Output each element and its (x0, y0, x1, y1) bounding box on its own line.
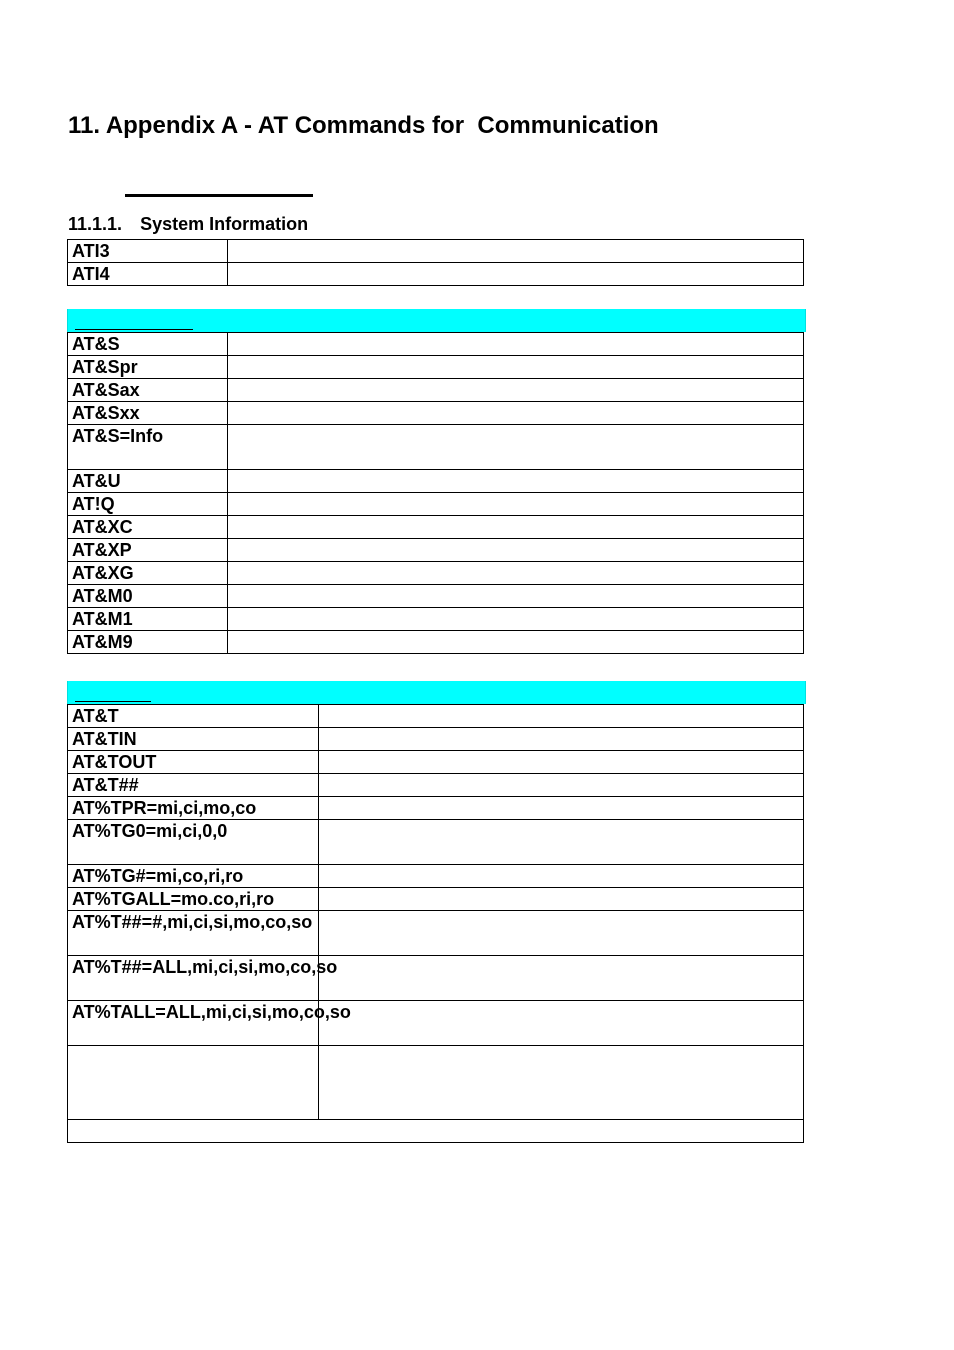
description-cell (228, 333, 804, 356)
description-cell (319, 751, 804, 774)
table-row (68, 402, 804, 425)
description-cell (228, 470, 804, 493)
section-heading (68, 214, 308, 235)
band-underline (75, 701, 151, 702)
description-cell (319, 1001, 804, 1046)
command-cell: AT&S=Info (68, 425, 228, 470)
table-row (68, 865, 804, 888)
command-cell: AT%T##=ALL,mi,ci,si,mo,co,so (68, 956, 319, 1001)
command-cell: AT&TIN (68, 728, 319, 751)
command-cell: AT&M1 (68, 608, 228, 631)
description-cell (319, 705, 804, 728)
table-row (68, 888, 804, 911)
table-row (68, 240, 804, 263)
command-cell (68, 1046, 319, 1120)
command-cell: AT&XC (68, 516, 228, 539)
test-commands-table (67, 704, 804, 1143)
command-cell: AT!Q (68, 493, 228, 516)
table-row (68, 470, 804, 493)
command-cell: AT&XP (68, 539, 228, 562)
command-cell: AT&M0 (68, 585, 228, 608)
description-cell (228, 425, 804, 470)
command-cell: AT&S (68, 333, 228, 356)
table-row (68, 562, 804, 585)
description-cell (319, 865, 804, 888)
description-cell (228, 493, 804, 516)
system-info-table (67, 239, 804, 286)
description-cell (319, 774, 804, 797)
description-cell (319, 728, 804, 751)
description-cell (319, 911, 804, 956)
table-row (68, 516, 804, 539)
description-cell (228, 585, 804, 608)
description-cell (228, 263, 804, 286)
table-row (68, 728, 804, 751)
command-cell: AT&TOUT (68, 751, 319, 774)
description-cell (228, 608, 804, 631)
description-cell (228, 356, 804, 379)
description-cell (228, 562, 804, 585)
table-row (68, 631, 804, 654)
table-row (68, 608, 804, 631)
table-row (68, 751, 804, 774)
command-cell: AT%T##=#,mi,ci,si,mo,co,so (68, 911, 319, 956)
command-cell: ATI3 (68, 240, 228, 263)
command-cell: AT&Spr (68, 356, 228, 379)
description-cell (319, 888, 804, 911)
command-cell: ATI4 (68, 263, 228, 286)
table-row (68, 1120, 804, 1143)
heading-underline (125, 194, 313, 197)
test-header-band (67, 681, 806, 704)
description-cell (319, 1046, 804, 1120)
description-cell (228, 631, 804, 654)
table-row (68, 379, 804, 402)
description-cell (228, 379, 804, 402)
command-cell: AT%TGALL=mo.co,ri,ro (68, 888, 319, 911)
table-row (68, 263, 804, 286)
table-row (68, 820, 804, 865)
table-row (68, 705, 804, 728)
description-cell (228, 539, 804, 562)
band-underline (75, 329, 193, 330)
description-cell (319, 797, 804, 820)
command-cell: AT&XG (68, 562, 228, 585)
table-row (68, 1001, 804, 1046)
description-cell (228, 402, 804, 425)
footer-cell (68, 1120, 804, 1143)
command-cell: AT&U (68, 470, 228, 493)
command-cell: AT%TG#=mi,co,ri,ro (68, 865, 319, 888)
section-number: 11.1.1. (68, 214, 123, 234)
settings-table (67, 332, 804, 654)
command-cell: AT&Sax (68, 379, 228, 402)
section-title: System Information (140, 214, 309, 234)
table-row (68, 493, 804, 516)
table-row (68, 333, 804, 356)
table-row (68, 797, 804, 820)
command-cell: AT&Sxx (68, 402, 228, 425)
table-row (68, 1046, 804, 1120)
table-row (68, 425, 804, 470)
description-cell (228, 240, 804, 263)
table-row (68, 956, 804, 1001)
command-cell: AT&M9 (68, 631, 228, 654)
description-cell (228, 516, 804, 539)
description-cell (319, 956, 804, 1001)
table-row (68, 356, 804, 379)
command-cell: AT&T (68, 705, 319, 728)
command-cell: AT%TG0=mi,ci,0,0 (68, 820, 319, 865)
table-row (68, 539, 804, 562)
description-cell (319, 820, 804, 865)
command-cell: AT%TALL=ALL,mi,ci,si,mo,co,so (68, 1001, 319, 1046)
table-row (68, 774, 804, 797)
page-title: 11. Appendix A - AT Commands for Communication (68, 112, 659, 139)
command-cell: AT%TPR=mi,ci,mo,co (68, 797, 319, 820)
command-cell: AT&T## (68, 774, 319, 797)
table-row (68, 585, 804, 608)
settings-header-band (67, 309, 806, 332)
table-row (68, 911, 804, 956)
